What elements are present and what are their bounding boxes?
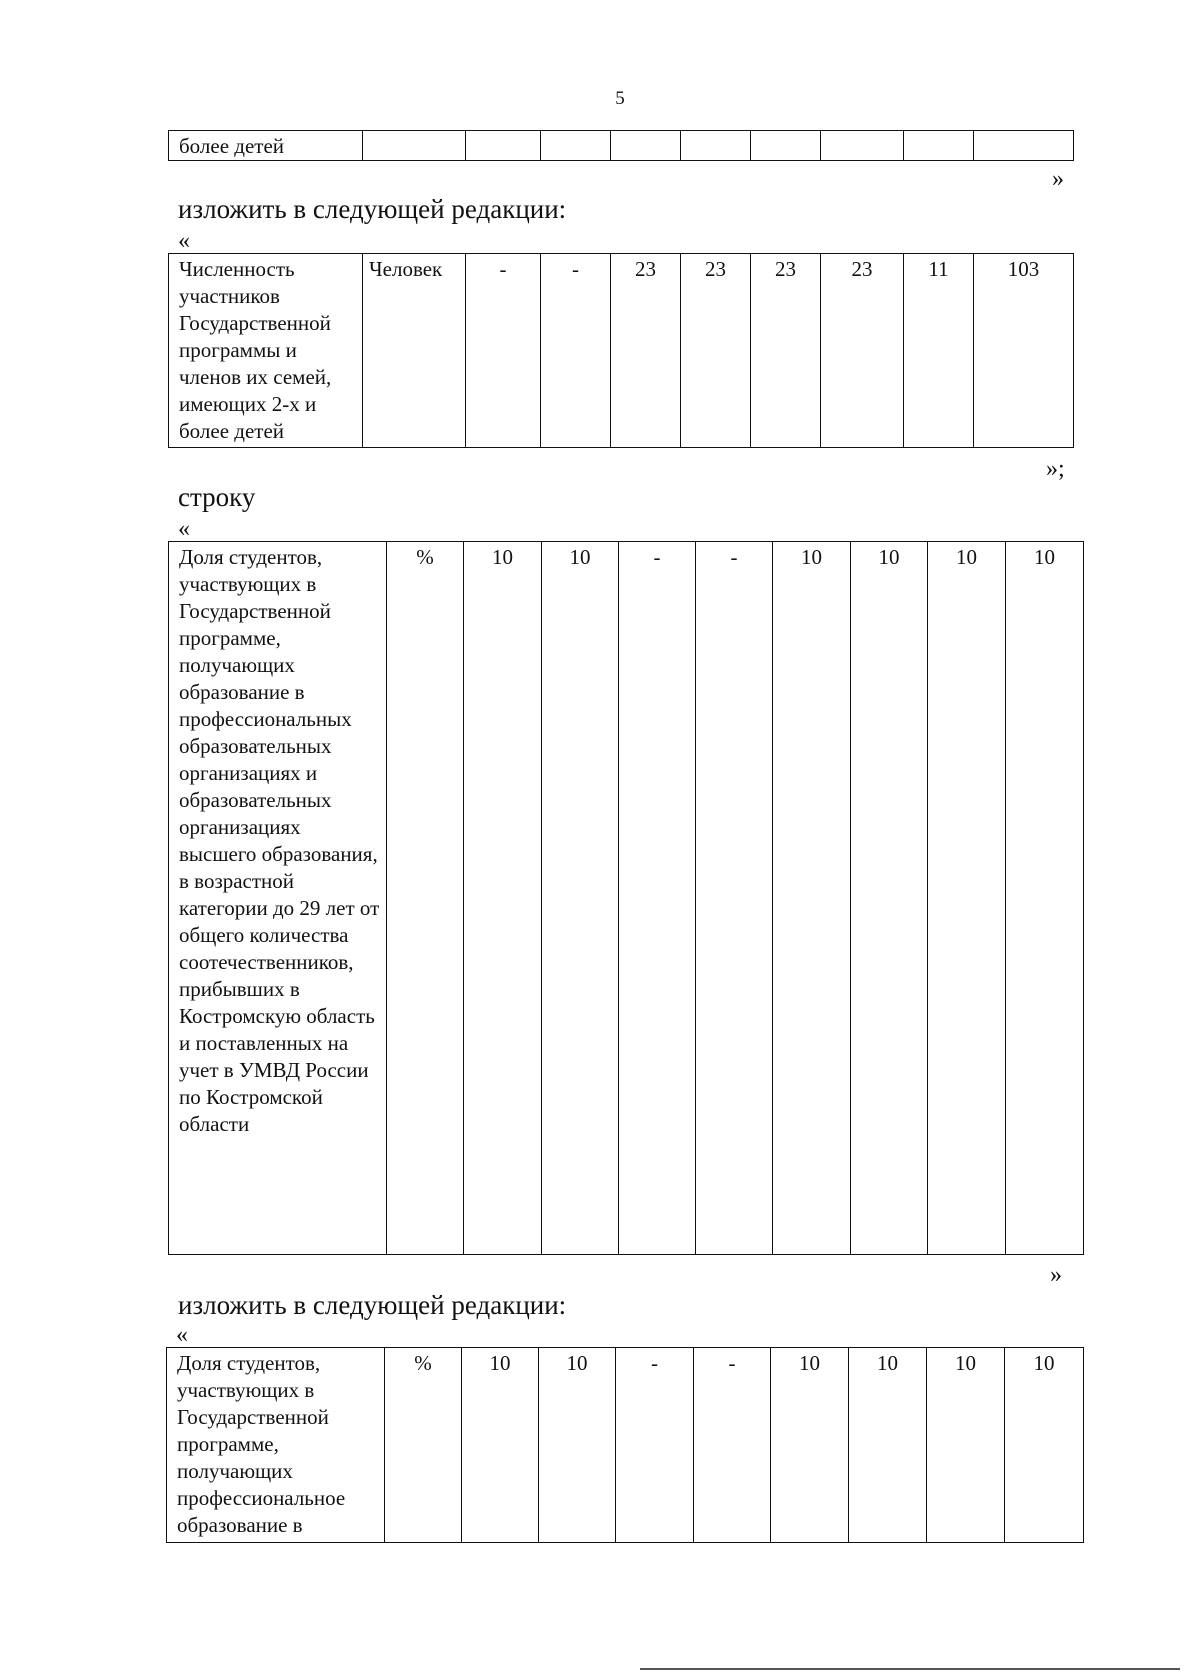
value-cell: 10 — [462, 1348, 539, 1543]
value-cell: - — [616, 1348, 694, 1543]
table-row — [169, 254, 1074, 448]
closing-quote: » — [1052, 166, 1064, 192]
unit-cell: % — [387, 542, 464, 1255]
table-row — [169, 542, 1084, 1255]
value-cell: 10 — [851, 542, 928, 1255]
table-new-row-students — [166, 1347, 1084, 1543]
indicator-cell: Численность участников Государственной программы и членов их семей, имеющих 2-х и более детей — [169, 254, 363, 448]
value-cell: 11 — [904, 254, 974, 448]
indicator-cell: более детей — [169, 131, 363, 161]
scan-edge-line — [640, 1668, 1180, 1670]
opening-quote: « — [178, 228, 190, 254]
paragraph-text: изложить в следующей редакции: — [178, 1290, 567, 1320]
value-cell: 10 — [539, 1348, 616, 1543]
table-row — [167, 1348, 1084, 1543]
opening-quote: « — [178, 516, 190, 542]
paragraph-text: строку — [178, 482, 256, 512]
indicator-cell: Доля студентов, участвующих в Государственной программе, получающих профессиональное образование в — [167, 1348, 385, 1543]
value-cell: 10 — [771, 1348, 849, 1543]
value-cell: - — [696, 542, 773, 1255]
value-cell — [611, 131, 681, 161]
value-cell: 23 — [751, 254, 821, 448]
value-cell — [974, 131, 1074, 161]
paragraph-text: изложить в следующей редакции: — [178, 194, 567, 224]
value-cell — [466, 131, 541, 161]
value-cell: 10 — [1006, 542, 1084, 1255]
value-cell: 10 — [928, 542, 1006, 1255]
unit-cell: % — [385, 1348, 462, 1543]
opening-quote: « — [176, 1322, 188, 1348]
value-cell — [541, 131, 611, 161]
indicator-cell: Доля студентов, участвующих в Государственной программе, получающих образование в профессиональных образовательных организациях и образовательных организациях высшего образования, в возрастной категории до 29 лет от общего количества соотечественников, прибывших в Костромскую область и поставленных на учет в УМВД России по Костромской области — [169, 542, 387, 1255]
value-cell — [363, 131, 466, 161]
table-row — [169, 131, 1074, 161]
value-cell: 10 — [542, 542, 619, 1255]
closing-quote: »; — [1046, 456, 1065, 482]
closing-quote: » — [1050, 1262, 1062, 1288]
value-cell — [821, 131, 904, 161]
value-cell: - — [466, 254, 541, 448]
value-cell — [751, 131, 821, 161]
table-old-row-students — [168, 541, 1084, 1255]
table-new-row-members — [168, 253, 1074, 448]
page-number: 5 — [615, 88, 625, 109]
table-old-row-tail — [168, 130, 1074, 161]
value-cell: - — [619, 542, 696, 1255]
value-cell: 23 — [681, 254, 751, 448]
value-cell: 10 — [464, 542, 542, 1255]
value-cell: 103 — [974, 254, 1074, 448]
value-cell: 23 — [611, 254, 681, 448]
value-cell: 10 — [927, 1348, 1005, 1543]
value-cell: 10 — [773, 542, 851, 1255]
value-cell: 23 — [821, 254, 904, 448]
value-cell: - — [541, 254, 611, 448]
value-cell — [904, 131, 974, 161]
value-cell: - — [694, 1348, 771, 1543]
unit-cell: Человек — [363, 254, 466, 448]
value-cell — [681, 131, 751, 161]
value-cell: 10 — [1005, 1348, 1084, 1543]
value-cell: 10 — [849, 1348, 927, 1543]
